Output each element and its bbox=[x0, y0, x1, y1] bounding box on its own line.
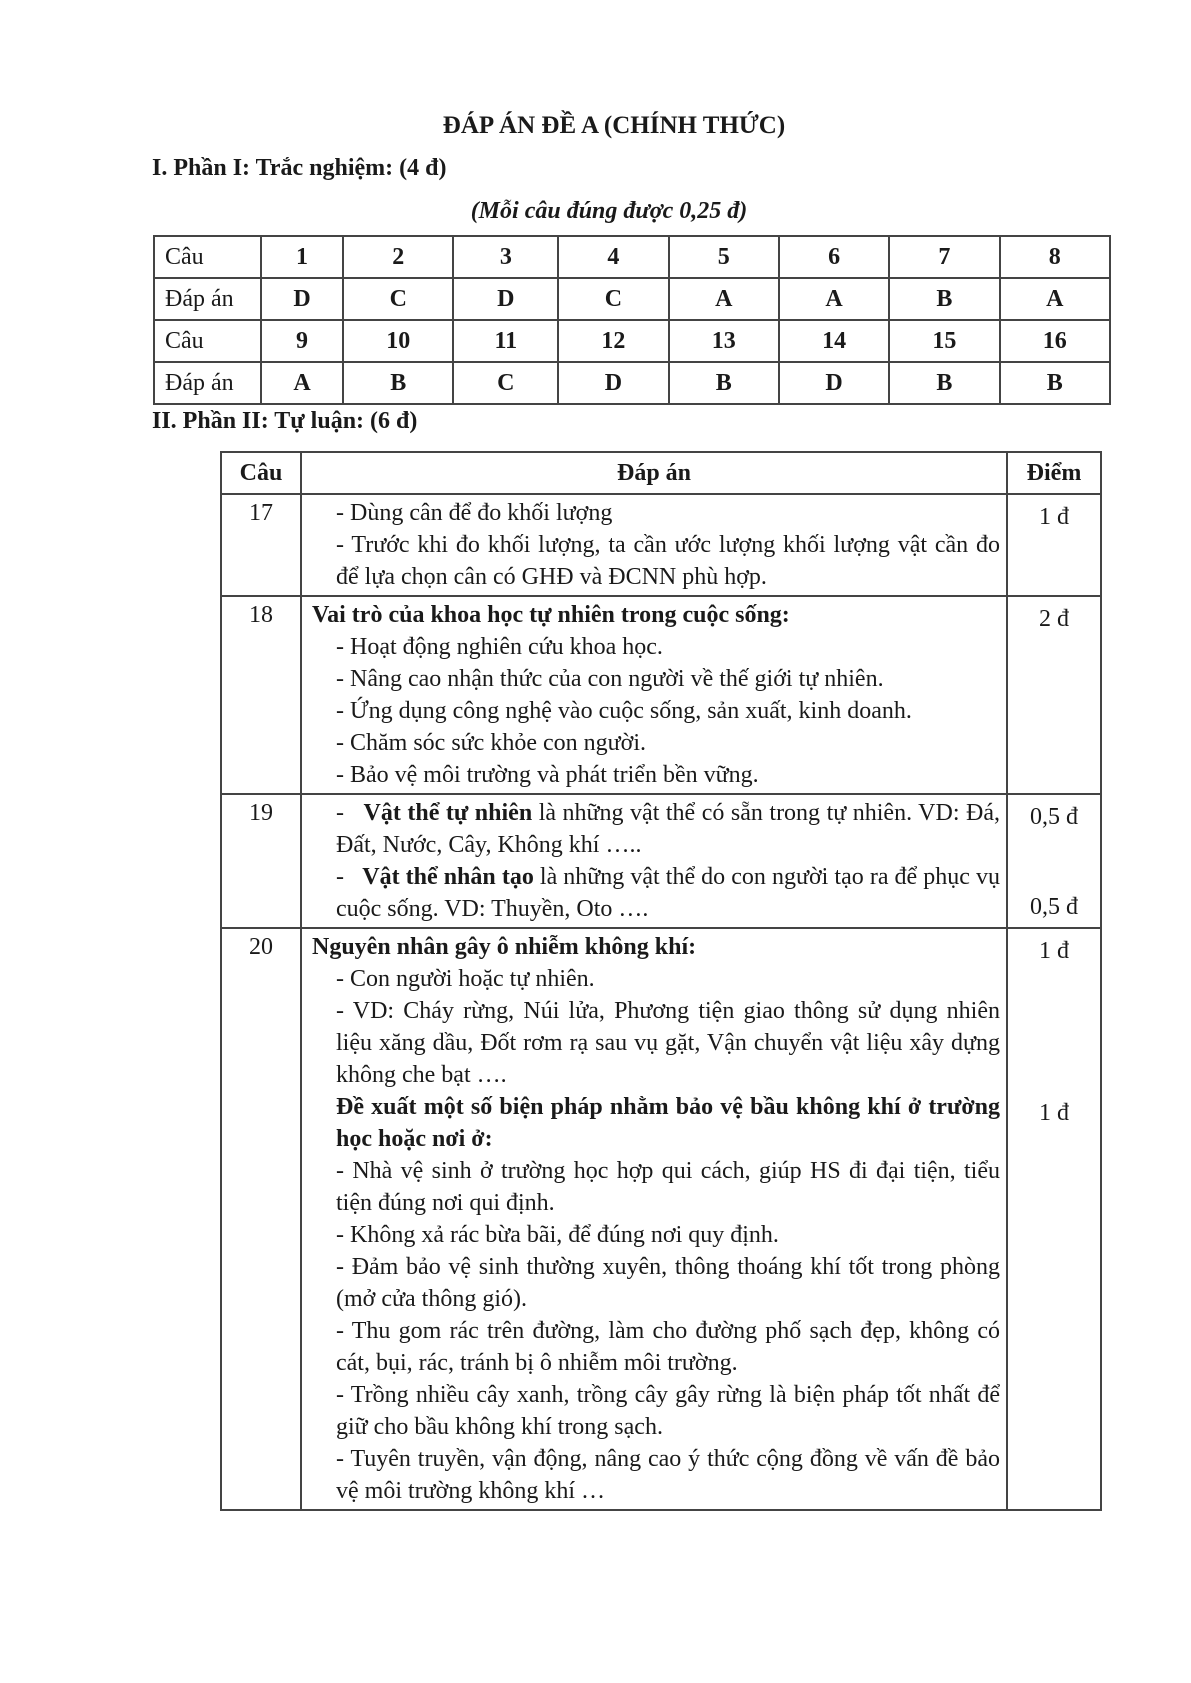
answer-line: - Dùng cân để đo khối lượng bbox=[336, 500, 613, 526]
multiple-choice-table bbox=[153, 235, 1111, 405]
answer-cell bbox=[301, 494, 1007, 596]
question-number: 12 bbox=[558, 320, 668, 362]
question-number: 6 bbox=[779, 236, 889, 278]
answer-letter: B bbox=[889, 278, 999, 320]
question-number: 4 bbox=[558, 236, 668, 278]
question-number: 9 bbox=[261, 320, 343, 362]
part2-heading: II. Phần II: Tự luận: (6 đ) bbox=[152, 408, 418, 434]
question-number: 8 bbox=[1000, 236, 1110, 278]
answer-line: - Ứng dụng công nghệ vào cuộc sống, sản xuất, kinh doanh. bbox=[336, 698, 912, 724]
table-row bbox=[154, 362, 1110, 404]
row-label: Đáp án bbox=[154, 362, 261, 404]
answer-line: - Trồng nhiều cây xanh, trồng cây gây rừng là biện pháp tốt nhất để giữ cho bầu không khí trong sạch. bbox=[336, 1382, 1000, 1440]
answer-cell bbox=[301, 794, 1007, 928]
points-cell: 2 đ bbox=[1007, 596, 1101, 794]
question-number: 13 bbox=[669, 320, 779, 362]
answer-letter: C bbox=[343, 278, 453, 320]
answer-line: - Thu gom rác trên đường, làm cho đường phố sạch đẹp, không có cát, bụi, rác, tránh bị ô nhiễm môi trường. bbox=[336, 1318, 1000, 1376]
answer-letter: D bbox=[261, 278, 343, 320]
answer-line: - Trước khi đo khối lượng, ta cần ước lượng khối lượng vật cần đo để lựa chọn cân có GHĐ và ĐCNN phù hợp. bbox=[336, 532, 1000, 590]
answer-line: - Bảo vệ môi trường và phát triển bền vững. bbox=[336, 762, 759, 788]
part1-note: (Mỗi câu đúng được 0,25 đ) bbox=[470, 198, 748, 224]
answer-cell bbox=[301, 928, 1007, 1510]
points-value: 0,5 đ bbox=[1030, 894, 1078, 920]
answer-letter: A bbox=[261, 362, 343, 404]
table-row bbox=[154, 320, 1110, 362]
table-row bbox=[154, 278, 1110, 320]
answer-line: - Hoạt động nghiên cứu khoa học. bbox=[336, 634, 663, 660]
header-question: Câu bbox=[221, 452, 301, 494]
answer-line: - Nhà vệ sinh ở trường học hợp qui cách, giúp HS đi đại tiện, tiểu tiện đúng nơi qui định. bbox=[336, 1158, 1000, 1216]
table-row bbox=[221, 928, 1101, 1510]
essay-table bbox=[220, 451, 1102, 1511]
question-number: 15 bbox=[889, 320, 999, 362]
answer-letter: B bbox=[669, 362, 779, 404]
header-answer: Đáp án bbox=[301, 452, 1007, 494]
row-label: Câu bbox=[154, 236, 261, 278]
question-number: 10 bbox=[343, 320, 453, 362]
answer-letter: B bbox=[343, 362, 453, 404]
bold-term: Vật thể nhân tạo bbox=[362, 864, 534, 890]
row-label: Đáp án bbox=[154, 278, 261, 320]
table-row bbox=[154, 236, 1110, 278]
points-value: 1 đ bbox=[1039, 1100, 1069, 1126]
question-number: 17 bbox=[221, 494, 301, 596]
question-number: 5 bbox=[669, 236, 779, 278]
row-label: Câu bbox=[154, 320, 261, 362]
answer-line: - VD: Cháy rừng, Núi lửa, Phương tiện giao thông sử dụng nhiên liệu xăng dầu, Đốt rơm rạ sau vụ gặt, Vận chuyển vật liệu xây dựng không che bạt …. bbox=[336, 998, 1000, 1088]
answer-line: - Nâng cao nhận thức của con người về thế giới tự nhiên. bbox=[336, 666, 884, 692]
header-points: Điểm bbox=[1007, 452, 1101, 494]
page-title: ĐÁP ÁN ĐỀ A (CHÍNH THỨC) bbox=[442, 112, 786, 139]
answer-line: - Không xả rác bừa bãi, để đúng nơi quy định. bbox=[336, 1222, 779, 1248]
spacer bbox=[1009, 833, 1099, 891]
question-number: 3 bbox=[453, 236, 558, 278]
spacer bbox=[1009, 967, 1099, 1097]
answer-line: - Chăm sóc sức khỏe con người. bbox=[336, 730, 646, 756]
question-number: 14 bbox=[779, 320, 889, 362]
table-header-row bbox=[221, 452, 1101, 494]
answer-heading: Đề xuất một số biện pháp nhằm bảo vệ bầu không khí ở trường học hoặc nơi ở: bbox=[336, 1094, 1000, 1152]
points-value: 0,5 đ bbox=[1030, 804, 1078, 830]
answer-line: - Tuyên truyền, vận động, nâng cao ý thức cộng đồng về vấn đề bảo vệ môi trường không khí … bbox=[336, 1446, 1000, 1504]
answer-line: - Con người hoặc tự nhiên. bbox=[336, 966, 595, 992]
question-number: 16 bbox=[1000, 320, 1110, 362]
question-number: 19 bbox=[221, 794, 301, 928]
table-row bbox=[221, 794, 1101, 928]
question-number: 20 bbox=[221, 928, 301, 1510]
answer-letter: A bbox=[779, 278, 889, 320]
part1-heading: I. Phần I: Trắc nghiệm: (4 đ) bbox=[152, 155, 447, 181]
table-row bbox=[221, 494, 1101, 596]
answer-cell bbox=[301, 596, 1007, 794]
term-definition: là những vật thể có sẵn trong tự nhiên. VD: Đá, Đất, Nước, Cây, Không khí ….. bbox=[336, 800, 1000, 858]
term-definition: là những vật thể do con người tạo ra để phục vụ cuộc sống. VD: Thuyền, Oto …. bbox=[336, 864, 1001, 922]
question-number: 1 bbox=[261, 236, 343, 278]
bold-term: Vật thể tự nhiên bbox=[363, 800, 533, 826]
answer-letter: D bbox=[453, 278, 558, 320]
table-row bbox=[221, 596, 1101, 794]
points-value: 1 đ bbox=[1039, 938, 1069, 964]
answer-letter: D bbox=[558, 362, 668, 404]
answer-letter: B bbox=[1000, 362, 1110, 404]
answer-heading: Nguyên nhân gây ô nhiễm không khí: bbox=[312, 934, 697, 960]
question-number: 11 bbox=[453, 320, 558, 362]
answer-line: - Vật thể nhân tạo là những vật thể do con người tạo ra để phục vụ cuộc sống. VD: Thuyền, Oto …. bbox=[336, 864, 1001, 922]
question-number: 7 bbox=[889, 236, 999, 278]
points-cell: 1 đ bbox=[1007, 494, 1101, 596]
points-cell bbox=[1007, 794, 1101, 928]
answer-letter: D bbox=[779, 362, 889, 404]
answer-letter: C bbox=[558, 278, 668, 320]
question-number: 2 bbox=[343, 236, 453, 278]
answer-line: - Vật thể tự nhiên là những vật thể có sẵn trong tự nhiên. VD: Đá, Đất, Nước, Cây, Không khí ….. bbox=[336, 800, 1000, 858]
answer-letter: A bbox=[669, 278, 779, 320]
answer-letter: B bbox=[889, 362, 999, 404]
answer-letter: C bbox=[453, 362, 558, 404]
points-cell bbox=[1007, 928, 1101, 1510]
answer-letter: A bbox=[1000, 278, 1110, 320]
question-number: 18 bbox=[221, 596, 301, 794]
answer-line: - Đảm bảo vệ sinh thường xuyên, thông thoáng khí tốt trong phòng (mở cửa thông gió). bbox=[336, 1254, 1000, 1312]
answer-heading: Vai trò của khoa học tự nhiên trong cuộc sống: bbox=[312, 602, 790, 628]
